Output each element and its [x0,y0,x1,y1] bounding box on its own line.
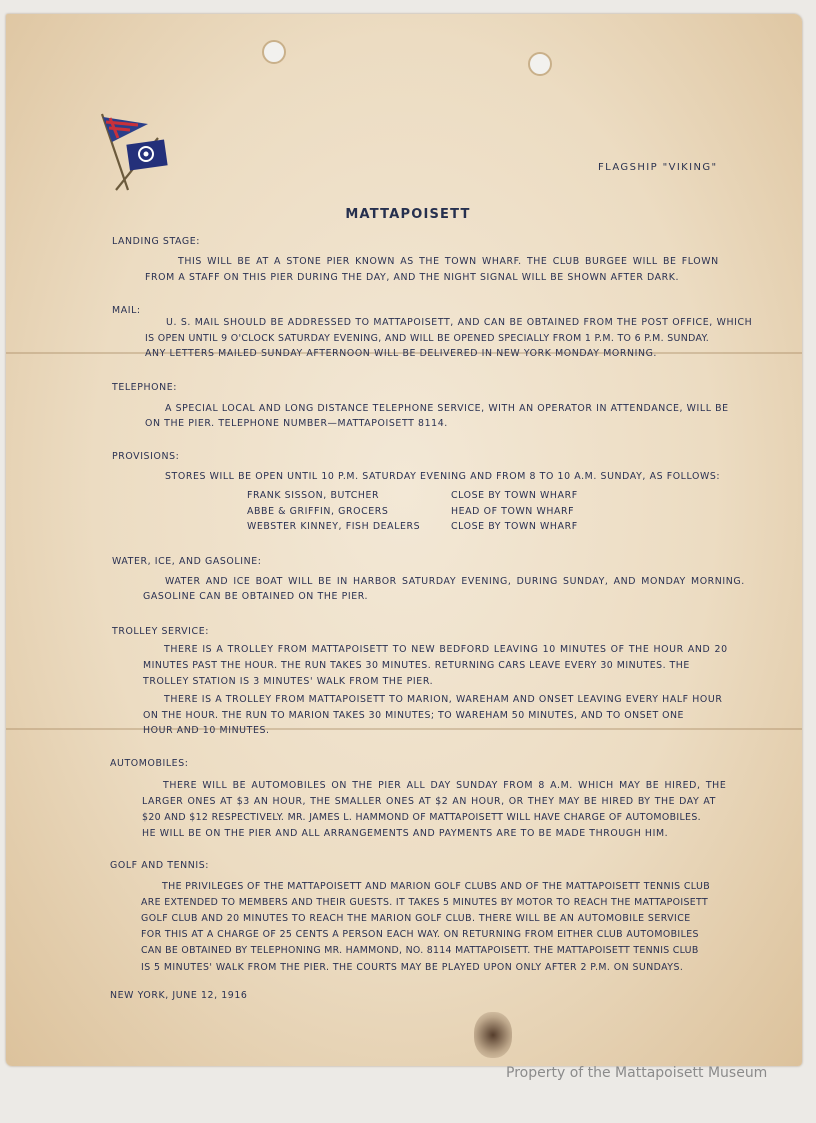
water-line: GASOLINE CAN BE OBTAINED ON THE PIER. [143,591,369,602]
store-name: WEBSTER KINNEY, FISH DEALERS [247,521,421,532]
golf-line: FOR THIS AT A CHARGE OF 25 CENTS A PERSON EACH WAY. ON RETURNING FROM EITHER CLUB AUTOMOBILES [141,929,699,940]
crossed-flags-icon [98,110,172,194]
section-heading-automobiles: AUTOMOBILES: [110,758,189,769]
document-title: MATTAPOISETT [345,207,471,222]
mail-line: IS OPEN UNTIL 9 O'CLOCK SATURDAY EVENING, AND WILL BE OPENED SPECIALLY FROM 1 P.M. TO 6 P.M. SUNDAY. [145,333,710,344]
automobiles-line: $20 AND $12 RESPECTIVELY. MR. JAMES L. HAMMOND OF MATTAPOISETT WILL HAVE CHARGE OF AUTOMOBILES. [142,812,701,823]
golf-line: ARE EXTENDED TO MEMBERS AND THEIR GUESTS. IT TAKES 5 MINUTES BY MOTOR TO REACH THE MATTAPOISETT [141,897,709,908]
section-heading-telephone: TELEPHONE: [112,382,177,393]
section-heading-mail: MAIL: [112,305,141,316]
telephone-line: A SPECIAL LOCAL AND LONG DISTANCE TELEPHONE SERVICE, WITH AN OPERATOR IN ATTENDANCE, WILL BE [165,403,729,414]
trolley-line: THERE IS A TROLLEY FROM MATTAPOISETT TO NEW BEDFORD LEAVING 10 MINUTES OF THE HOUR AND 20 [164,644,728,655]
store-name: ABBE & GRIFFIN, GROCERS [247,506,389,517]
punch-hole [528,52,552,76]
store-location: CLOSE BY TOWN WHARF [451,490,578,501]
mail-line: ANY LETTERS MAILED SUNDAY AFTERNOON WILL BE DELIVERED IN NEW YORK MONDAY MORNING. [145,348,658,359]
trolley-line: ON THE HOUR. THE RUN TO MARION TAKES 30 MINUTES; TO WAREHAM 50 MINUTES, AND TO ONSET ONE [143,710,684,721]
landing-line: FROM A STAFF ON THIS PIER DURING THE DAY, AND THE NIGHT SIGNAL WILL BE SHOWN AFTER DARK. [145,272,680,283]
flagship-label: FLAGSHIP "VIKING" [598,162,718,173]
store-name: FRANK SISSON, BUTCHER [247,490,380,501]
golf-line: IS 5 MINUTES' WALK FROM THE PIER. THE COURTS MAY BE PLAYED UPON ONLY AFTER 2 P.M. ON SUNDAYS. [141,962,684,973]
section-heading-golf: GOLF AND TENNIS: [110,860,210,871]
water-line: WATER AND ICE BOAT WILL BE IN HARBOR SATURDAY EVENING, DURING SUNDAY, AND MONDAY MORNING. [165,576,745,587]
paper-fold [6,728,802,730]
automobiles-line: LARGER ONES AT $3 AN HOUR, THE SMALLER ONES AT $2 AN HOUR, OR THEY MAY BE HIRED BY THE DAY AT [142,796,716,807]
telephone-line: ON THE PIER. TELEPHONE NUMBER—MATTAPOISETT 8114. [145,418,448,429]
punch-hole [262,40,286,64]
trolley-line: HOUR AND 10 MINUTES. [143,725,270,736]
landing-line: THIS WILL BE AT A STONE PIER KNOWN AS THE TOWN WHARF. THE CLUB BURGEE WILL BE FLOWN [178,256,719,267]
store-location: HEAD OF TOWN WHARF [451,506,575,517]
trolley-line: TROLLEY STATION IS 3 MINUTES' WALK FROM THE PIER. [143,676,434,687]
section-heading-landing: LANDING STAGE: [112,236,201,247]
golf-line: CAN BE OBTAINED BY TELEPHONING MR. HAMMOND, NO. 8114 MATTAPOISETT. THE MATTAPOISETT TENNIS CLUB [141,945,699,956]
museum-watermark: Property of the Mattapoisett Museum [506,1065,768,1081]
golf-line: THE PRIVILEGES OF THE MATTAPOISETT AND MARION GOLF CLUBS AND OF THE MATTAPOISETT TENNIS CLUB [162,881,711,892]
automobiles-line: HE WILL BE ON THE PIER AND ALL ARRANGEMENTS AND PAYMENTS ARE TO BE MADE THROUGH HIM. [142,828,669,839]
section-heading-water: WATER, ICE, AND GASOLINE: [112,556,262,567]
ink-stain [474,1012,512,1058]
automobiles-line: THERE WILL BE AUTOMOBILES ON THE PIER ALL DAY SUNDAY FROM 8 A.M. WHICH MAY BE HIRED, THE [163,780,727,791]
mail-line: U. S. MAIL SHOULD BE ADDRESSED TO MATTAPOISETT, AND CAN BE OBTAINED FROM THE POST OFFICE, WHICH [166,317,753,328]
section-heading-provisions: PROVISIONS: [112,451,180,462]
trolley-line: THERE IS A TROLLEY FROM MATTAPOISETT TO MARION, WAREHAM AND ONSET LEAVING EVERY HALF HOUR [164,694,723,705]
dateline: NEW YORK, JUNE 12, 1916 [110,990,248,1001]
provisions-line: STORES WILL BE OPEN UNTIL 10 P.M. SATURDAY EVENING AND FROM 8 TO 10 A.M. SUNDAY, AS FOLLOWS: [165,471,721,482]
store-location: CLOSE BY TOWN WHARF [451,521,578,532]
golf-line: GOLF CLUB AND 20 MINUTES TO REACH THE MARION GOLF CLUB. THERE WILL BE AN AUTOMOBILE SERVICE [141,913,691,924]
trolley-line: MINUTES PAST THE HOUR. THE RUN TAKES 30 MINUTES. RETURNING CARS LEAVE EVERY 30 MINUTES. THE [143,660,690,671]
section-heading-trolley: TROLLEY SERVICE: [112,626,209,637]
